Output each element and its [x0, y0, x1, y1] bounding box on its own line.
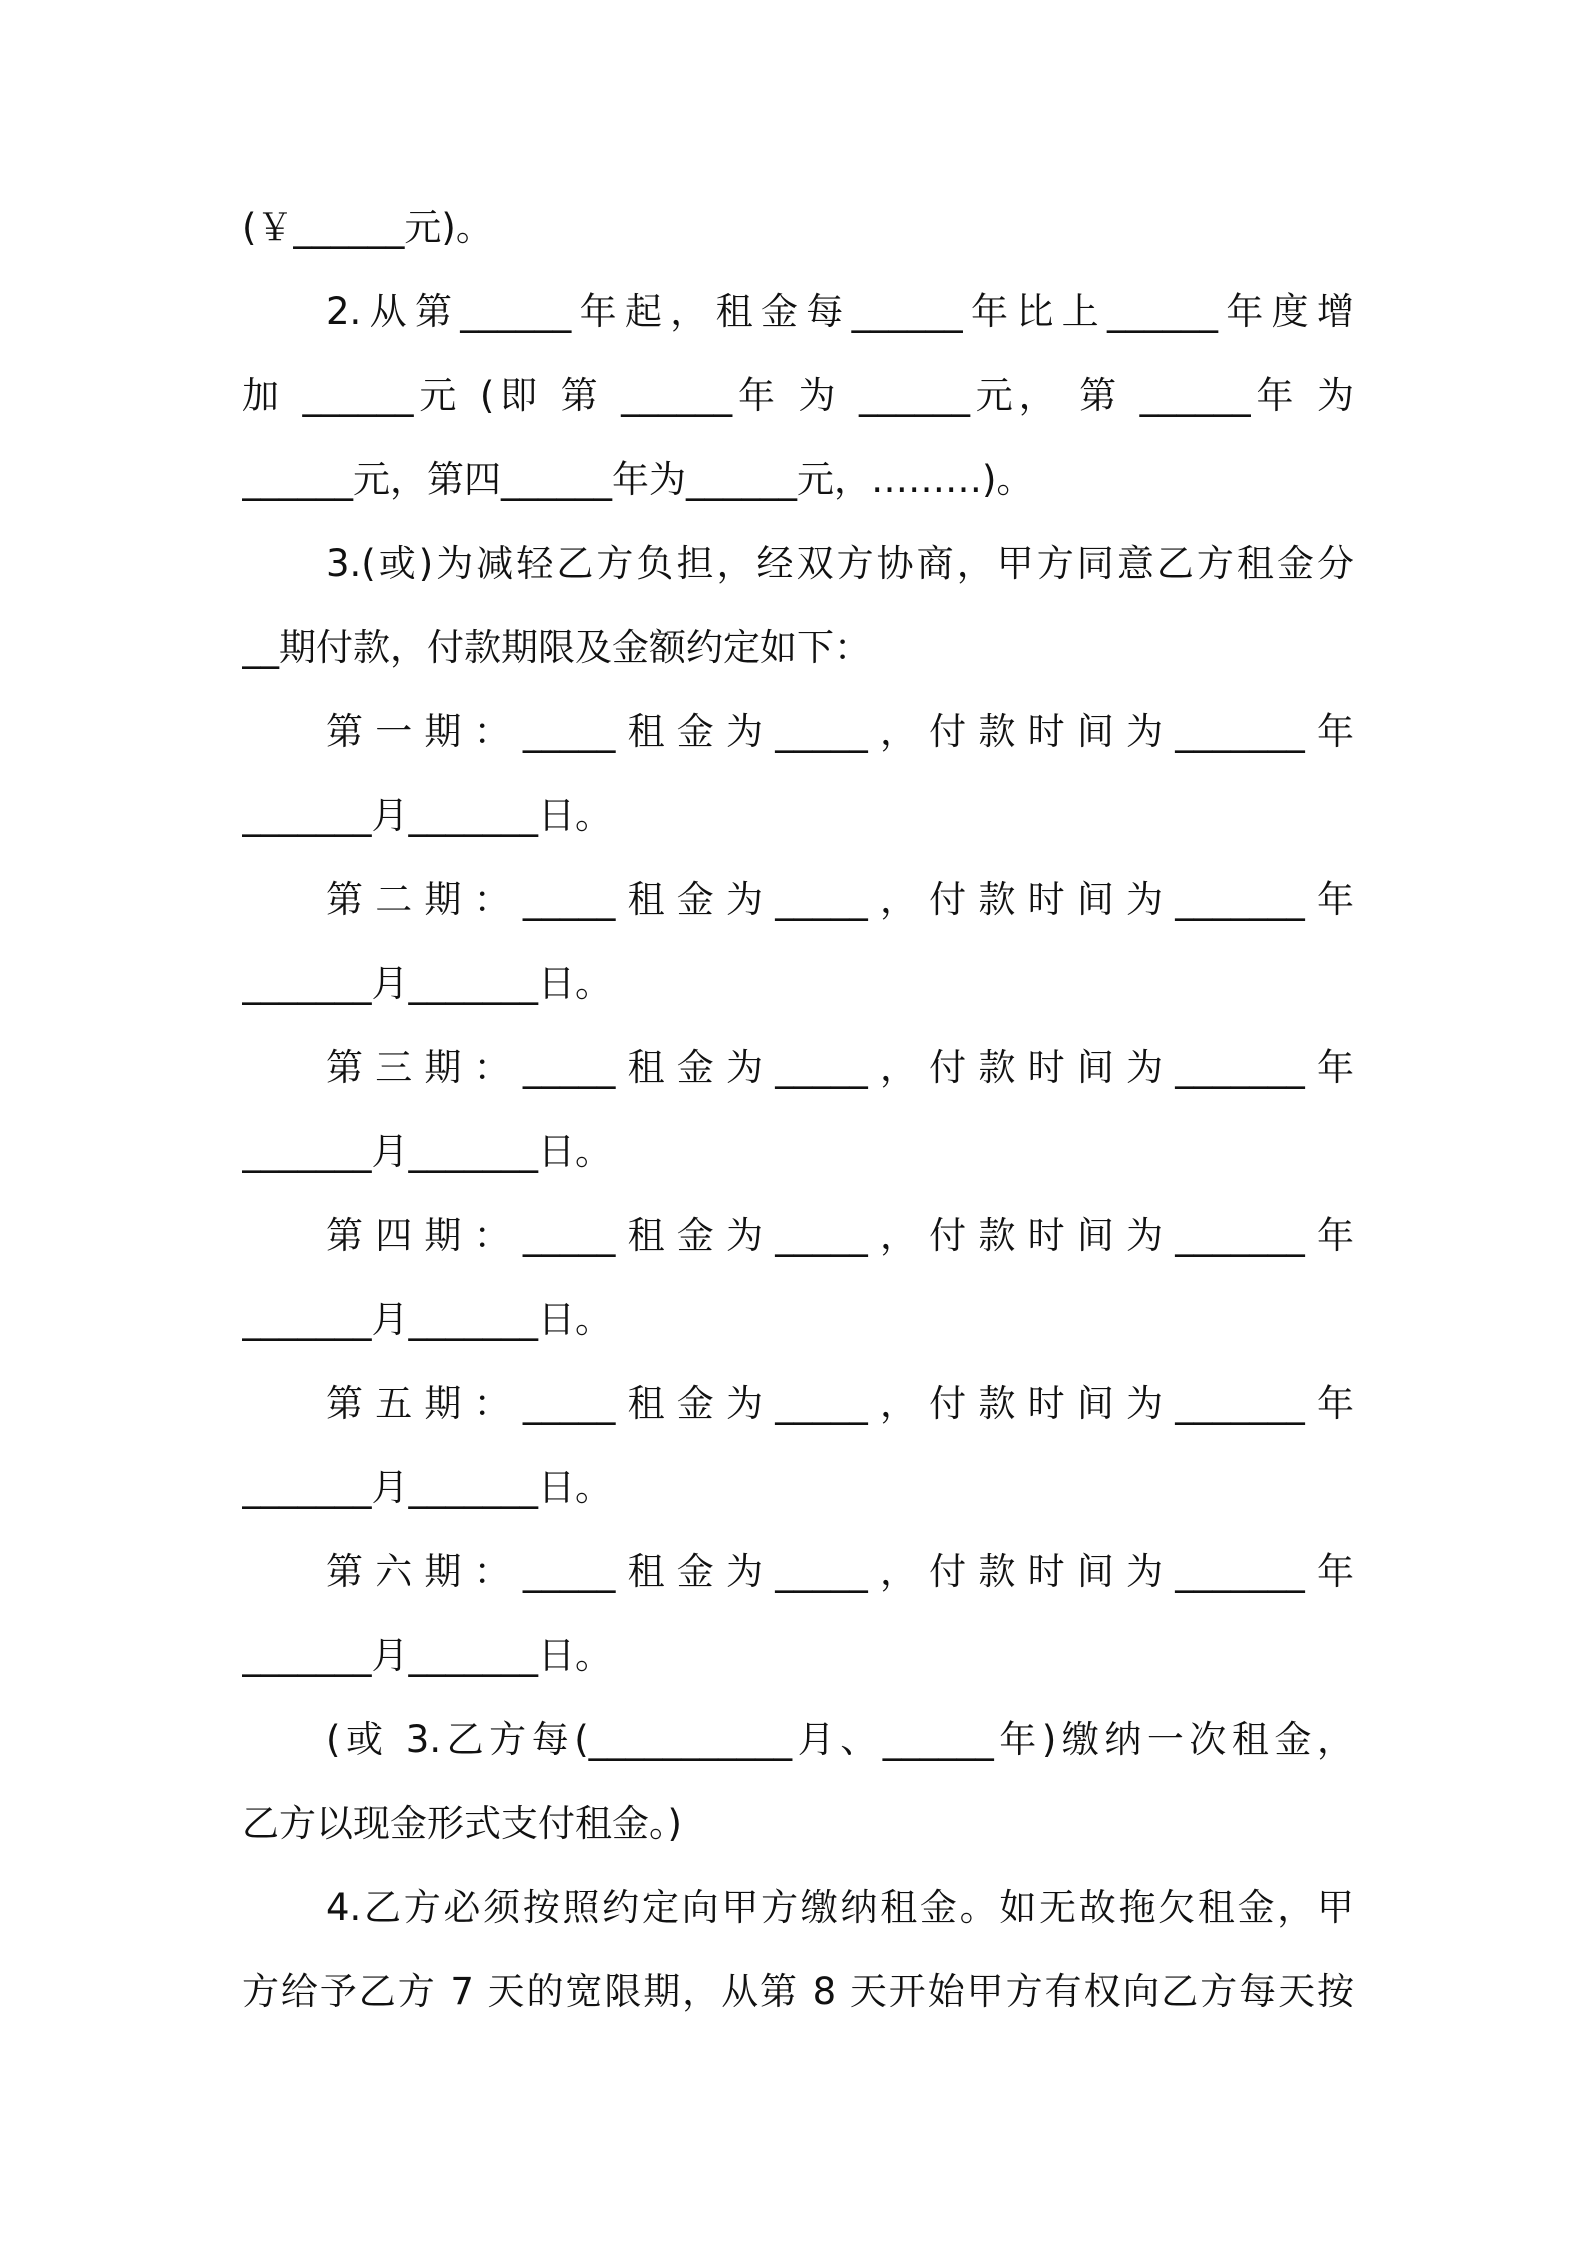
- text-line: (￥______元)。: [242, 206, 493, 249]
- text-line: 第一期：_____租金为_____，付款时间为_______年: [326, 710, 1354, 753]
- text-line: _______月_______日。: [242, 1634, 612, 1677]
- text-line: 第五期：_____租金为_____，付款时间为_______年: [326, 1382, 1354, 1425]
- text-line: 第三期：_____租金为_____，付款时间为_______年: [326, 1046, 1354, 1089]
- text-line: (或 3.乙方每(___________月、______年)缴纳一次租金，: [326, 1718, 1354, 1761]
- text-line: _______月_______日。: [242, 1298, 612, 1341]
- text-line: _______月_______日。: [242, 1130, 612, 1173]
- text-line: ______元，第四______年为______元，………)。: [242, 458, 1034, 501]
- text-line: 4.乙方必须按照约定向甲方缴纳租金。如无故拖欠租金，甲: [326, 1886, 1354, 1929]
- text-line: _______月_______日。: [242, 794, 612, 837]
- text-line: __期付款，付款期限及金额约定如下：: [242, 626, 871, 669]
- text-line: 第六期：_____租金为_____，付款时间为_______年: [326, 1550, 1354, 1593]
- text-line: 加 ______元 (即 第 ______年 为 ______元， 第 ______年 为: [242, 374, 1354, 417]
- text-line: 2.从第______年起，租金每______年比上______年度增: [326, 290, 1354, 333]
- text-line: 第四期：_____租金为_____，付款时间为_______年: [326, 1214, 1354, 1257]
- text-line: _______月_______日。: [242, 962, 612, 1005]
- text-line: 3.(或)为减轻乙方负担，经双方协商，甲方同意乙方租金分: [326, 542, 1354, 585]
- text-line: _______月_______日。: [242, 1466, 612, 1509]
- text-line: 乙方以现金形式支付租金。): [242, 1802, 682, 1845]
- text-line: 第二期：_____租金为_____，付款时间为_______年: [326, 878, 1354, 921]
- text-line: 方给予乙方 7 天的宽限期，从第 8 天开始甲方有权向乙方每天按: [242, 1970, 1354, 2013]
